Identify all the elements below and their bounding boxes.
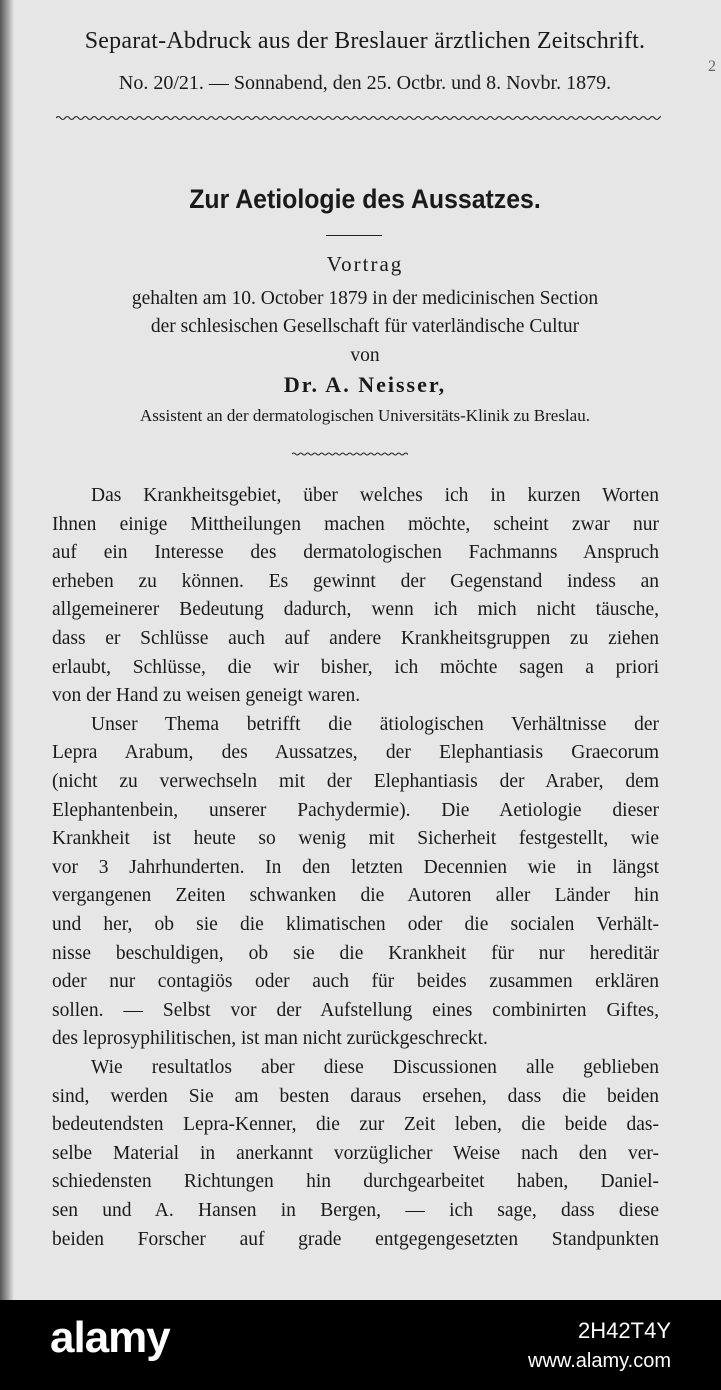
lecture-label: Vortrag [326,252,404,276]
margin-page-mark: 2 [708,58,716,75]
body-line: auf ein Interesse des dermatologischen Fachmanns Anspruch [52,542,659,564]
article-title: Zur Aetiologie des Aussatzes. [189,184,541,214]
author-affiliation: Assistent an der dermatologischen Universitäts-Klinik zu Breslau. [140,406,590,425]
body-line: Unser Thema betrifft die ätiologischen Verhältnisse der [91,713,659,735]
watermark-logo: alamy [50,1313,170,1362]
body-line: Wie resultatlos aber diese Discussionen alle geblieben [91,1057,659,1078]
body-line: nisse beschuldigen, ob sie die Krankheit für nur hereditär [52,942,659,964]
body-line: von der Hand zu weisen geneigt waren. [52,685,361,707]
body-line: Elephantenbein, unserer Pachydermie). Die Aetiologie dieser [52,799,659,821]
body-line: allgemeinerer Bedeutung dadurch, wenn ich mich nicht täusche, [52,599,659,621]
context-line: von [350,345,380,366]
body-line: dass er Schlüsse auch auf andere Krankheitsgruppen zu ziehen [52,628,659,649]
body-line: des leprosyphilitischen, ist man nicht zurückgeschreckt. [52,1028,488,1050]
body-line: oder nur contagiös oder auch für beides zusammen erklären [52,971,659,993]
body-line: Ihnen einige Mittheilungen machen möchte, scheint zwar nur [52,513,659,535]
body-line: Das Krankheitsgebiet, über welches ich in kurzen Worten [91,485,659,506]
watermark-image-id: 2H42T4Y [578,1318,671,1343]
body-line: Lepra Arabum, des Aussatzes, der Elephantiasis Graecorum [52,742,659,764]
body-line: schiedensten Richtungen hin durchgearbeitet haben, Daniel- [52,1171,659,1193]
body-line: bedeutendsten Lepra-Kenner, die zur Zeit leben, die beide das- [52,1114,659,1136]
issue-line: No. 20/21. — Sonnabend, den 25. Octbr. und 8. Novbr. 1879. [118,72,612,94]
watermark-url: www.alamy.com [528,1350,671,1372]
body-line: erlaubt, Schlüsse, die wir bisher, ich möchte sagen a priori [52,656,659,678]
body-line: erheben zu können. Es gewinnt der Gegenstand indess an [52,570,659,592]
small-wavy-divider [292,450,408,458]
body-line: sen und A. Hansen in Bergen, — ich sage, dass diese [52,1200,659,1221]
body-line: vergangenen Zeiten schwanken die Autoren aller Länder hin [52,885,659,907]
body-line: (nicht zu verwechseln mit der Elephantiasis der Araber, dem [52,771,659,792]
wavy-divider [56,112,661,124]
body-line: sind, werden Sie am besten daraus ersehen, dass die beiden [52,1085,659,1107]
body-line: vor 3 Jahrhunderten. In den letzten Decennien wie in längst [52,856,659,878]
body-line: Krankheit ist heute so wenig mit Sicherheit festgestellt, wie [52,828,659,850]
page-binding-shadow [0,0,14,1300]
body-line: sollen. — Selbst vor der Aufstellung eines combinirten Giftes, [52,999,659,1021]
title-rule [326,235,382,236]
offprint-header: Separat-Abdruck aus der Breslauer ärztlichen Zeitschrift. [84,28,646,54]
body-line: beiden Forscher auf grade entgegengesetzten Standpunkten [52,1228,659,1250]
body-line: selbe Material in anerkannt vorzüglicher Weise nach den ver- [52,1142,659,1164]
context-line: gehalten am 10. October 1879 in der medicinischen Section [131,288,599,309]
context-line: der schlesischen Gesellschaft für vaterländische Cultur [150,316,580,337]
author-name: Dr. A. Neisser, [283,372,447,397]
body-line: und her, ob sie die klimatischen oder die socialen Verhält- [52,914,659,935]
